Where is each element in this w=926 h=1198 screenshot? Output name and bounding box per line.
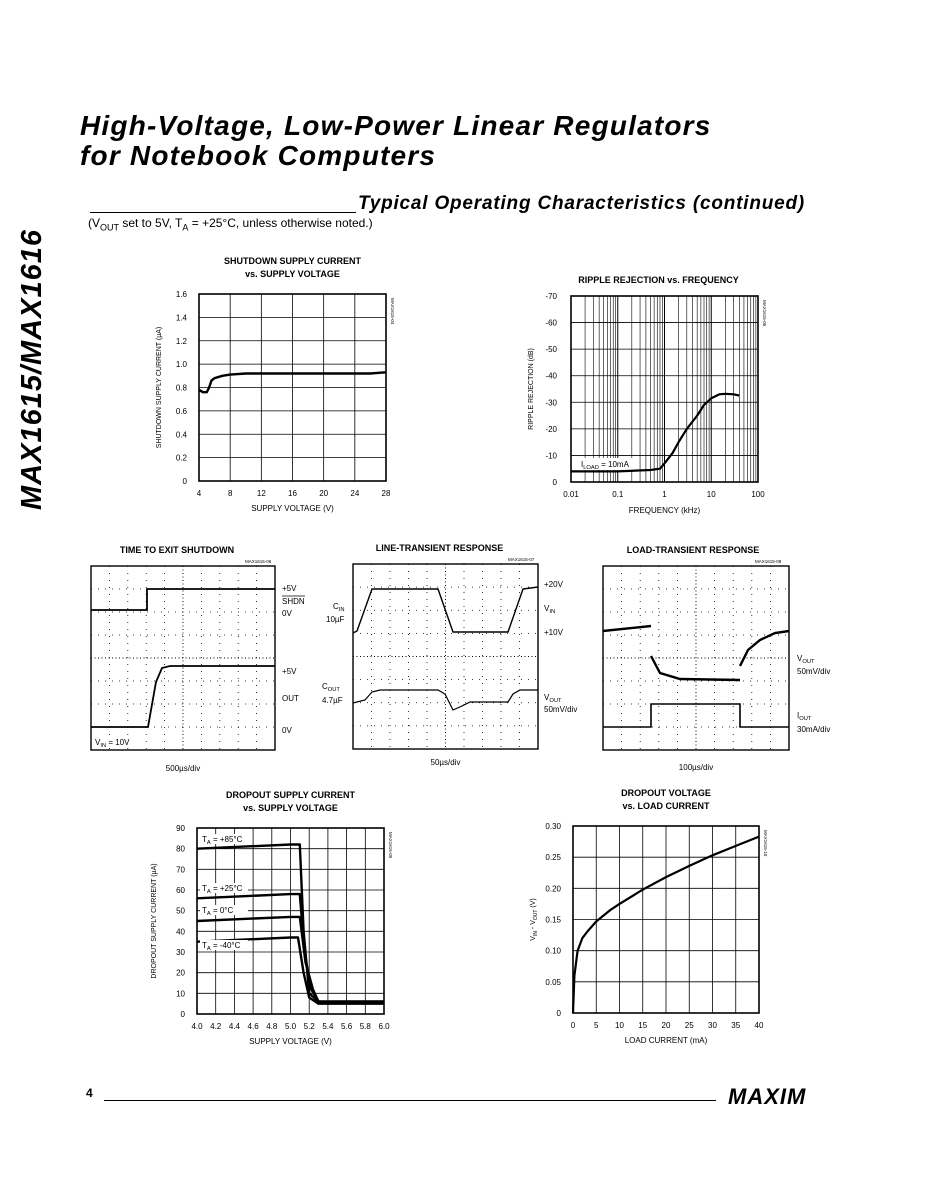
y-axis-label: SHUTDOWN SUPPLY CURRENT (µA) (156, 326, 163, 449)
side-part-label: MAX1615/MAX1616 (16, 229, 48, 510)
scope-label: +5V (282, 667, 297, 676)
x-tick-label: 6.0 (378, 1022, 390, 1031)
y-tick-label: 60 (176, 886, 185, 895)
y-tick-label: 0.10 (545, 946, 561, 956)
chart-shutdown (156, 256, 395, 513)
y-tick-label: 30 (176, 948, 185, 957)
scope-right-label: +20V (544, 580, 563, 589)
y-tick-label: 0.30 (545, 822, 561, 831)
scope-label: 0V (282, 726, 292, 735)
timebase-label: 100µs/div (678, 763, 714, 772)
x-tick-label: 35 (731, 1021, 741, 1030)
figure-code: MAX1615-09 (388, 832, 393, 859)
scope-right-label: 50mV/div (797, 667, 831, 676)
x-tick-label: 5.4 (322, 1022, 334, 1031)
x-tick-label: 8 (227, 489, 233, 498)
scope-label: SHDN (282, 597, 305, 606)
y-axis-label: RIPPLE REJECTION (dB) (528, 348, 535, 430)
x-tick-label: 40 (754, 1021, 764, 1030)
scope-right-label: $V_{IN}$ (544, 604, 556, 615)
chart-line-transient (322, 543, 577, 767)
section-title: Typical Operating Characteristics (continued) (358, 193, 806, 214)
x-axis-label: SUPPLY VOLTAGE (V) (249, 1037, 332, 1046)
x-tick-label: 1 (662, 490, 667, 499)
vout-trace (603, 626, 651, 631)
page-title-line1: High-Voltage, Low-Power Linear Regulators (80, 110, 712, 141)
y-tick-label: 0.15 (545, 915, 561, 925)
y-tick-label: 1.4 (175, 313, 187, 323)
vout-trace (651, 656, 740, 680)
y-tick-label: 0.20 (545, 884, 561, 894)
figure-code: MAX1615-08 (755, 559, 782, 564)
x-tick-label: 4.4 (228, 1022, 240, 1031)
y-tick-label: 20 (176, 968, 185, 978)
x-tick-label: 28 (381, 489, 391, 498)
x-tick-label: 0 (570, 1021, 576, 1030)
chart-subtitle: vs. SUPPLY VOLTAGE (245, 269, 340, 279)
chart-title: DROPOUT VOLTAGE (621, 788, 711, 798)
scope-right-label: 50mV/div (544, 705, 578, 714)
annotation-label: $I_{LOAD} = 10mA$ (581, 460, 629, 471)
y-tick-label: 0.4 (175, 430, 187, 440)
chart-load-transient (603, 545, 830, 772)
x-tick-label: 5.2 (303, 1022, 315, 1031)
x-tick-label: 16 (288, 489, 297, 498)
y-tick-label: 1.2 (175, 336, 187, 346)
y-tick-label: 0.25 (545, 853, 561, 863)
series-label: $T_A = -40^\circ C$ (202, 941, 241, 952)
x-tick-label: 4.8 (266, 1022, 278, 1031)
scope-frame (353, 564, 538, 749)
x-tick-label: 100 (751, 490, 765, 499)
y-tick-label: 0 (556, 1009, 561, 1018)
y-tick-label: 40 (176, 927, 185, 937)
x-tick-label: 4.6 (247, 1022, 259, 1031)
cond-sub-out: OUT (100, 222, 119, 233)
x-tick-label: 5 (594, 1021, 599, 1030)
chart-title: SHUTDOWN SUPPLY CURRENT (223, 256, 362, 266)
x-tick-label: 10 (706, 490, 716, 499)
chart-title: RIPPLE REJECTION vs. FREQUENCY (578, 275, 739, 285)
x-tick-label: 5.8 (359, 1022, 371, 1031)
y-tick-label: 0.6 (175, 406, 187, 416)
series-label: $T_A = +85^\circ C$ (202, 835, 243, 846)
series-label: $T_A = 0^\circ C$ (202, 906, 234, 917)
chart-title: LOAD-TRANSIENT RESPONSE (626, 545, 760, 555)
x-tick-label: 5.0 (284, 1022, 297, 1031)
chart-ripple (528, 275, 767, 515)
y-tick-label: 70 (176, 865, 185, 875)
y-tick-label: 0 (182, 477, 187, 486)
y-tick-label: -50 (545, 345, 557, 355)
y-tick-label: -60 (545, 318, 557, 328)
x-tick-label: 20 (319, 489, 329, 498)
x-tick-label: 25 (684, 1021, 694, 1030)
figure-code: MAX1615-06 (245, 559, 272, 564)
y-tick-label: 0 (552, 478, 557, 487)
chart-title: LINE-TRANSIENT RESPONSE (375, 543, 504, 553)
footer-rule (104, 1100, 716, 1101)
vout-trace (353, 690, 538, 710)
x-axis-label: FREQUENCY (kHz) (628, 506, 701, 515)
y-tick-label: -10 (545, 451, 557, 461)
scope-right-label: $I_{OUT}$ (797, 711, 812, 722)
cond-sub-a: A (182, 222, 189, 233)
y-tick-label: -40 (545, 371, 557, 381)
y-tick-label: 0.2 (175, 453, 187, 463)
x-tick-label: 30 (708, 1021, 717, 1030)
x-tick-label: 4.0 (191, 1022, 203, 1031)
scope-label: OUT (282, 694, 299, 703)
page-title-line2: for Notebook Computers (80, 140, 437, 171)
x-tick-label: 0.1 (612, 490, 624, 499)
series-label: $T_A = +25^\circ C$ (202, 884, 243, 895)
x-tick-label: 12 (256, 489, 266, 498)
y-tick-label: -20 (545, 424, 557, 434)
x-tick-label: 15 (638, 1021, 648, 1030)
y-tick-label: 80 (176, 844, 185, 854)
page-number: 4 (86, 1086, 93, 1100)
cond-part-a: (V (88, 216, 100, 230)
chart-title: DROPOUT SUPPLY CURRENT (225, 790, 356, 800)
timebase-label: 50µs/div (430, 758, 461, 767)
figure-code: MAX1615-05 (762, 300, 767, 327)
x-tick-label: 24 (350, 489, 360, 498)
chart-dropout-current (151, 790, 393, 1046)
chart-subtitle: vs. LOAD CURRENT (622, 801, 710, 811)
x-tick-label: 0.01 (563, 490, 579, 499)
scope-right-label: $V_{OUT}$ (544, 693, 562, 704)
x-tick-label: 4.2 (210, 1022, 222, 1031)
figure-code: MAX1615-10 (763, 830, 768, 857)
x-tick-label: 5.6 (341, 1022, 353, 1031)
chart-subtitle: vs. SUPPLY VOLTAGE (243, 803, 338, 813)
y-axis-label: $V_{IN} - V_{OUT}$ (V) (530, 898, 539, 941)
y-tick-label: 90 (176, 824, 185, 833)
y-tick-label: -70 (545, 292, 557, 301)
scope-right-label: $V_{OUT}$ (797, 654, 815, 665)
cond-part-c: = +25°C, unless otherwise noted.) (188, 216, 373, 230)
x-tick-label: 4 (196, 489, 202, 498)
timebase-label: 500µs/div (165, 764, 201, 773)
scope-right-label: +10V (544, 628, 563, 637)
x-tick-label: 20 (661, 1021, 671, 1030)
x-axis-label: SUPPLY VOLTAGE (V) (251, 504, 334, 513)
y-tick-label: 0 (180, 1010, 185, 1019)
scope-bottom-label: $V_{IN} = 10V$ (95, 738, 130, 749)
scope-label: 0V (282, 609, 292, 618)
scope-label: +5V (282, 584, 297, 593)
scope-left-label: $C_{OUT}$ (322, 682, 340, 693)
cond-part-b: set to 5V, T (119, 216, 183, 230)
y-tick-label: 50 (176, 906, 185, 916)
scope-left-label: 4.7µF (322, 696, 343, 705)
scope-left-label: 10µF (326, 615, 345, 624)
maxim-logo: MAXIM (728, 1084, 807, 1109)
y-tick-label: 10 (176, 989, 185, 999)
y-tick-label: -30 (545, 398, 557, 408)
y-tick-label: 1.0 (175, 360, 187, 370)
y-tick-label: 0.05 (545, 977, 561, 987)
chart-title: TIME TO EXIT SHUTDOWN (119, 545, 235, 555)
figure-code: MAX1615-04 (390, 298, 395, 325)
y-tick-label: 1.6 (175, 290, 187, 299)
vin-trace (353, 587, 538, 633)
chart-dropout-voltage (530, 788, 768, 1045)
y-axis-label: DROPOUT SUPPLY CURRENT (µA) (151, 863, 158, 979)
vout-trace (740, 631, 789, 666)
chart-exit-shutdown (91, 545, 305, 773)
x-tick-label: 10 (615, 1021, 624, 1030)
figure-code: MAX1615-07 (508, 557, 535, 562)
y-tick-label: 0.8 (175, 383, 187, 393)
x-axis-label: LOAD CURRENT (mA) (624, 1036, 708, 1045)
scope-right-label: 30mA/div (797, 725, 831, 734)
shdn-trace (91, 589, 275, 610)
scope-left-label: $C_{IN}$ (333, 602, 345, 613)
